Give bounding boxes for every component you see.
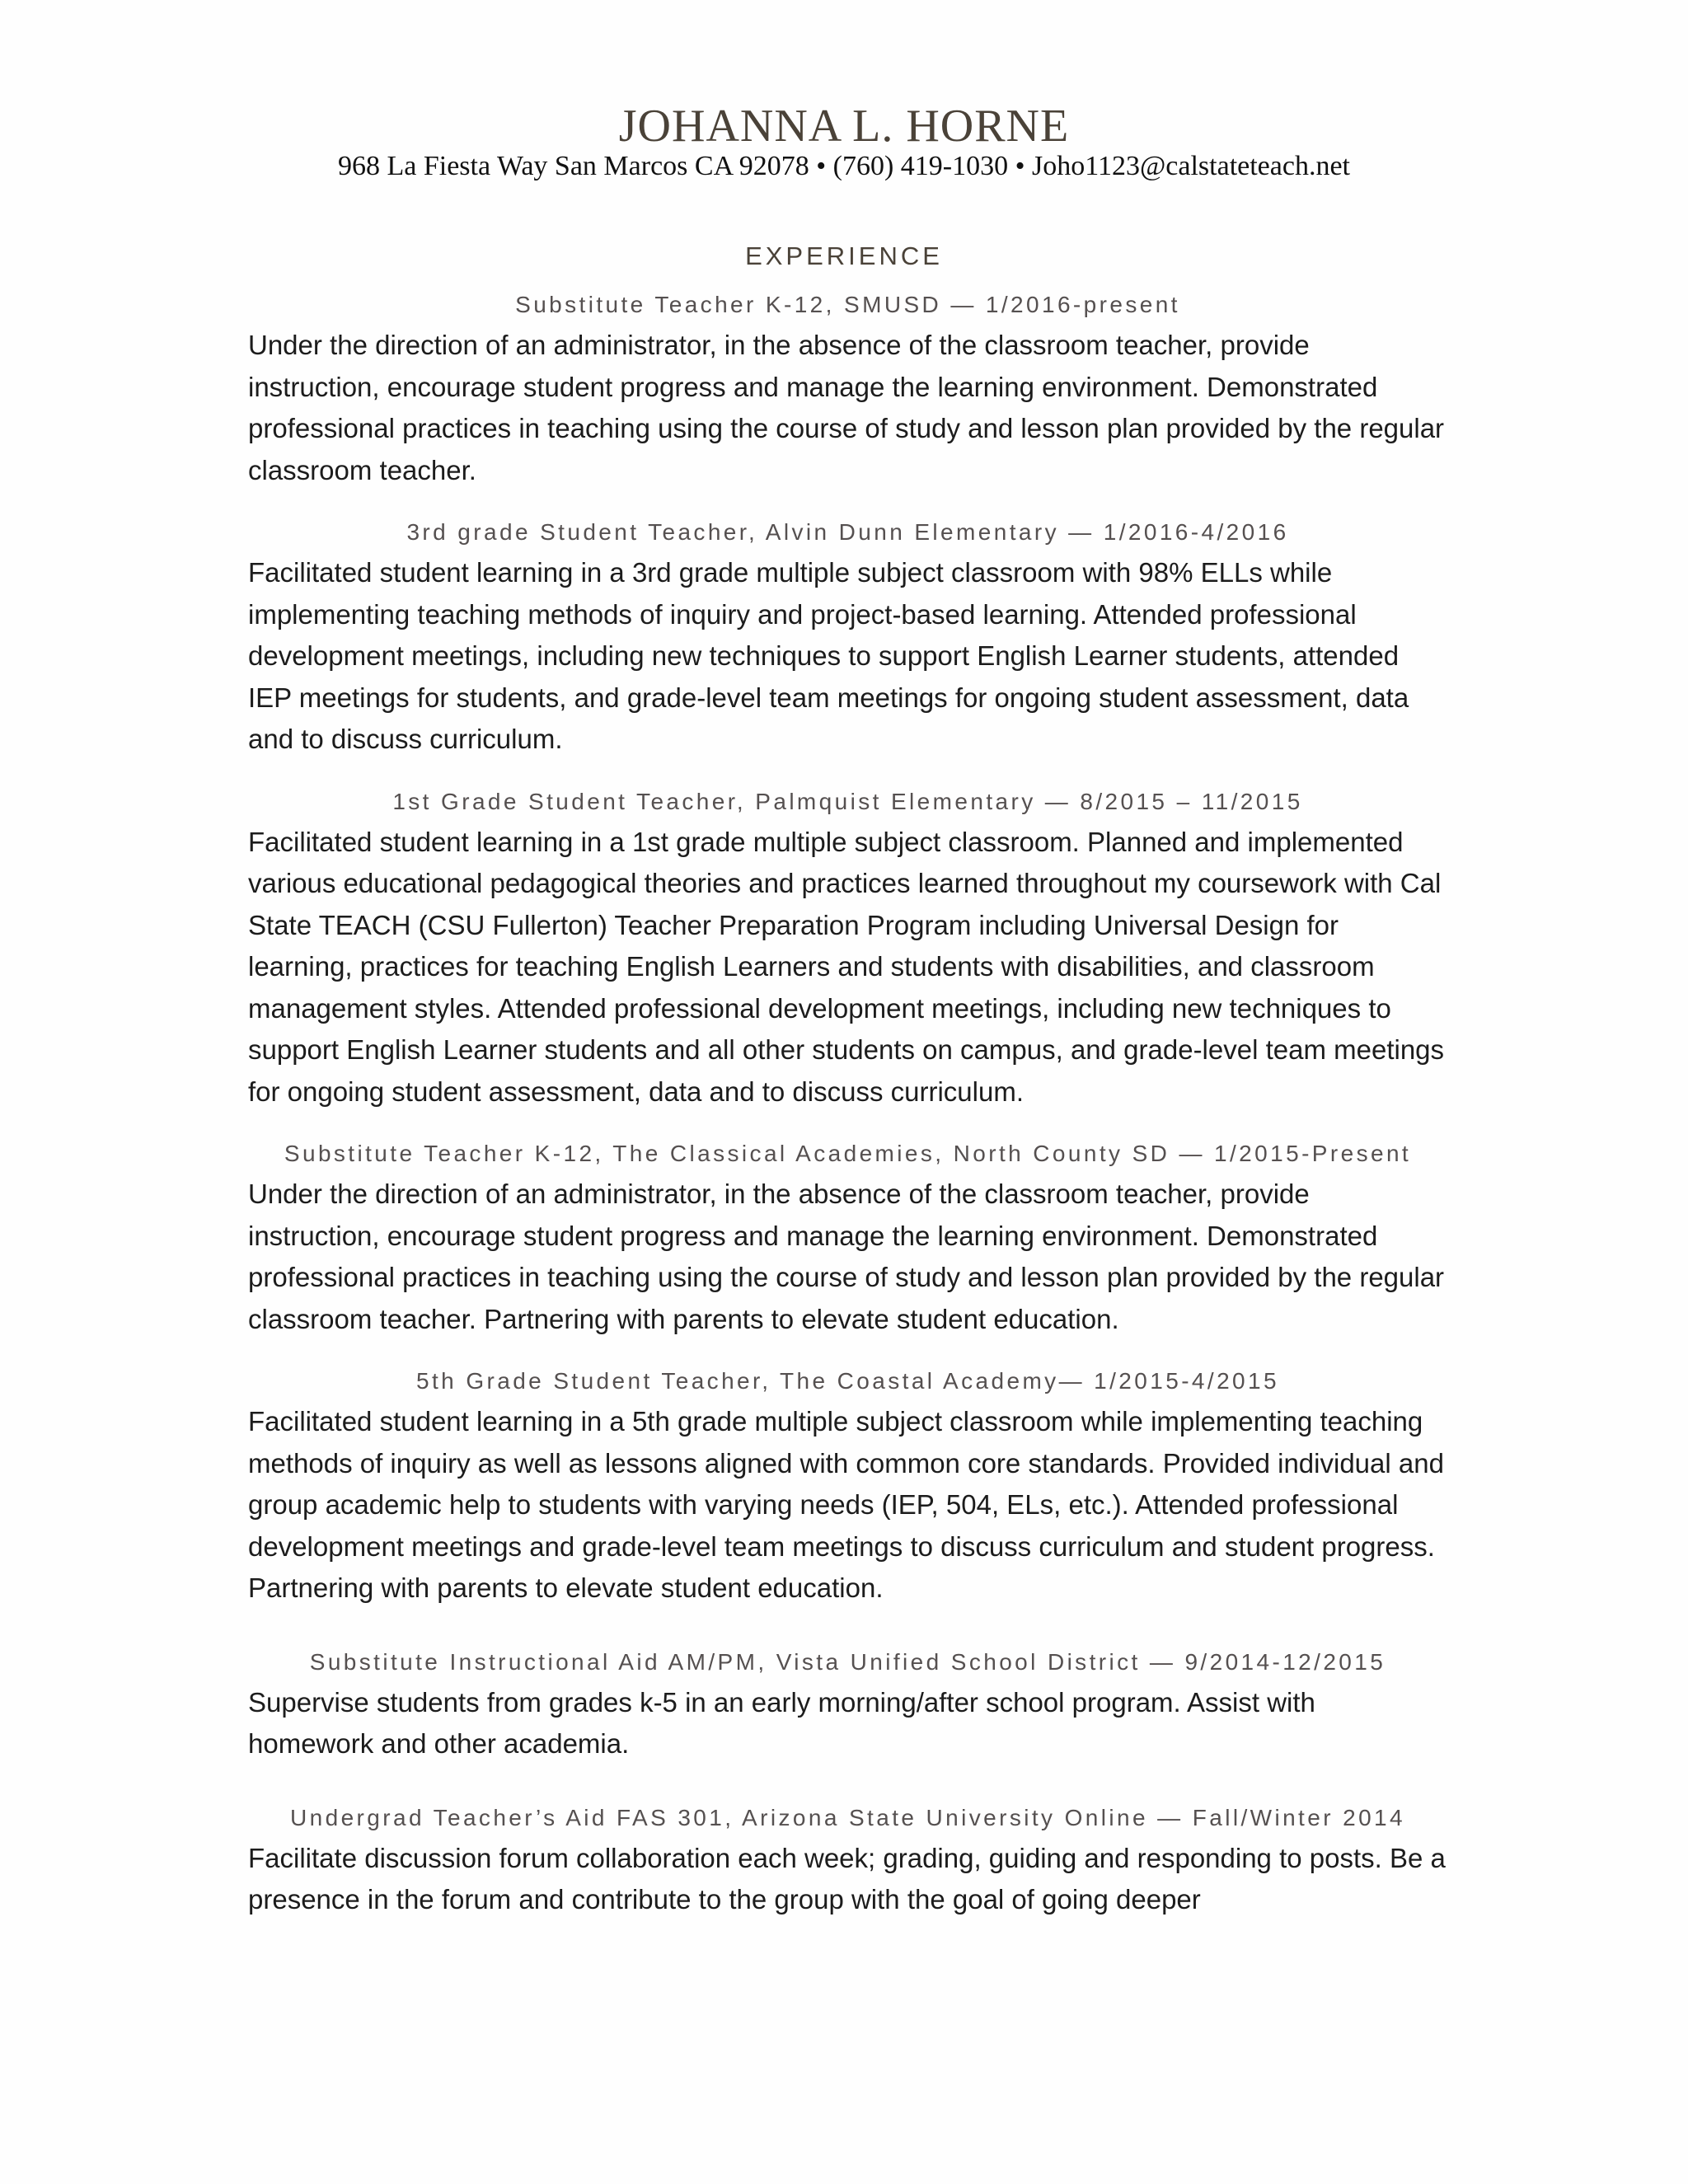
- section-title-experience: EXPERIENCE: [745, 241, 943, 270]
- job-heading: 1st Grade Student Teacher, Palmquist Elementary — 8/2015 – 11/2015: [392, 788, 1303, 814]
- job-description: Under the direction of an administrator, in the absence of the classroom teacher, provide instruction, encourage student progress and manage the learning environment. Demonstrated professional practices in teaching using the course of study and lesson plan provided by the regular classroom teacher. Partnering with parents to elevate student education.: [248, 1179, 1445, 1334]
- job-description: Supervise students from grades k-5 in an early morning/after school program. Assist with homework and other academia.: [248, 1686, 1315, 1759]
- job-description: Facilitated student learning in a 3rd grade multiple subject classroom with 98% ELLs while implementing teaching methods of inquiry and project-based learning. Attended professional development meetings, including new techniques to support English Learner students, attended IEP meetings for students, and grade-level team meetings for ongoing student assessment, data and to discuss curriculum.: [248, 557, 1409, 754]
- candidate-name: JOHANNA L. HORNE: [618, 101, 1070, 152]
- job-entry: [248, 513, 1447, 761]
- job-heading: Substitute Teacher K-12, The Classical Academies, North County SD — 1/2015-Present: [284, 1141, 1412, 1166]
- job-description: Facilitated student learning in a 5th grade multiple subject classroom while implementing teaching methods of inquiry as well as lessons aligned with common core standards. Provided individual and group academic help to students with varying needs (IEP, 504, ELs, etc.). Attended professional development meetings and grade-level team meetings to discuss curriculum and student progress. Partnering with parents to elevate student education.: [248, 1406, 1444, 1603]
- job-heading: 3rd grade Student Teacher, Alvin Dunn Elementary — 1/2016-4/2016: [406, 519, 1289, 545]
- job-entry: [248, 1798, 1447, 1921]
- job-description: Facilitated student learning in a 1st grade multiple subject classroom. Planned and implemented various educational pedagogical theories and practices learned throughout my coursework with Cal State TEACH (CSU Fullerton) Teacher Preparation Program including Universal Design for learning, practices for teaching English Learners and students with disabilities, and classroom management styles. Attended professional development meetings, including new techniques to support English Learner students and all other students on campus, and grade-level team meetings for ongoing student assessment, data and to discuss curriculum.: [248, 826, 1445, 1107]
- job-heading: Substitute Teacher K-12, SMUSD — 1/2016-present: [515, 292, 1180, 317]
- contact-line: 968 La Fiesta Way San Marcos CA 92078 • (760) 419-1030 • Joho1123@calstateteach.net: [338, 151, 1350, 181]
- job-description: Facilitate discussion forum collaboration each week; grading, guiding and responding to posts. Be a presence in the forum and contribute to the group with the goal of going deeper: [248, 1842, 1446, 1915]
- job-entry: [248, 1361, 1447, 1610]
- job-heading: 5th Grade Student Teacher, The Coastal Academy— 1/2015-4/2015: [416, 1368, 1279, 1394]
- job-entry: [248, 782, 1447, 1113]
- job-heading: Substitute Instructional Aid AM/PM, Vista Unified School District — 9/2014-12/2015: [309, 1648, 1386, 1675]
- job-description: Under the direction of an administrator, in the absence of the classroom teacher, provide instruction, encourage student progress and manage the learning environment. Demonstrated professional practices in teaching using the course of study and lesson plan provided by the regular classroom teacher.: [248, 330, 1445, 485]
- experience-list: [248, 285, 1447, 1921]
- job-heading: Undergrad Teacher’s Aid FAS 301, Arizona State University Online — Fall/Winter 2014: [290, 1804, 1405, 1830]
- job-entry: [248, 285, 1447, 491]
- job-entry: [248, 1134, 1447, 1340]
- job-entry: [248, 1643, 1447, 1765]
